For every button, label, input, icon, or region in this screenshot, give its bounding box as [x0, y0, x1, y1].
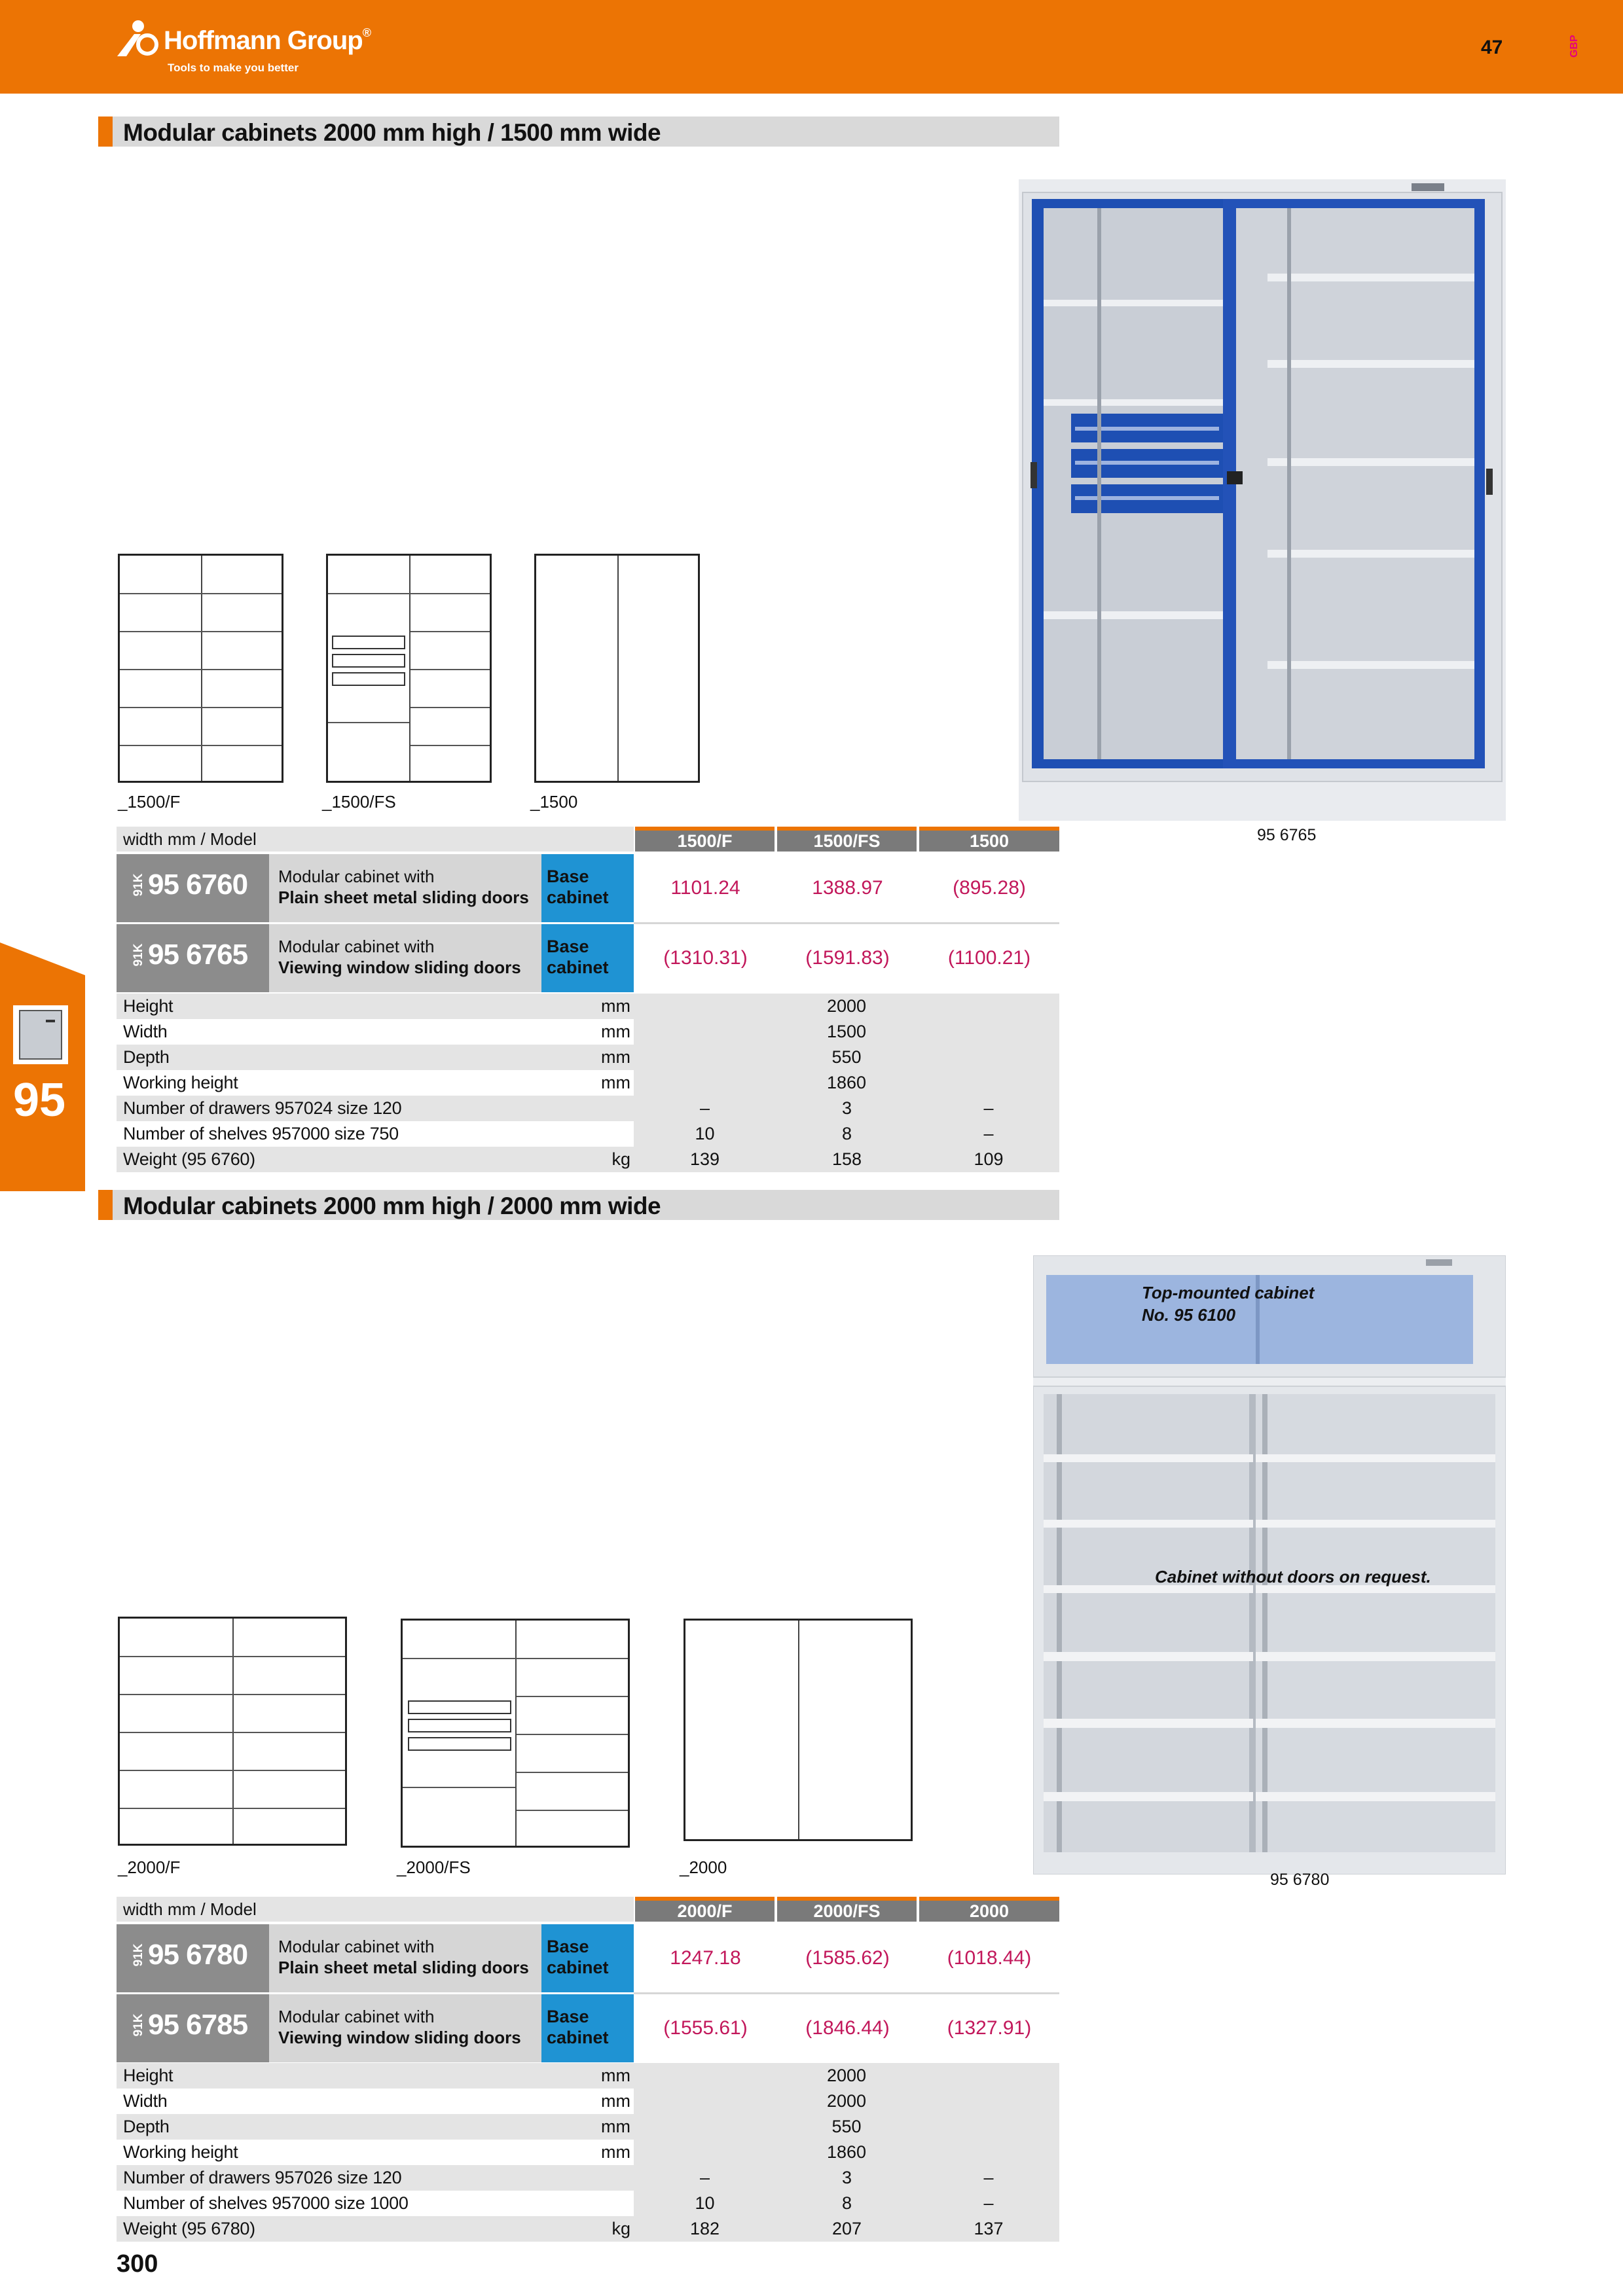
- annotation-no-doors: Cabinet without doors on request.: [1155, 1567, 1431, 1587]
- column-header: 1500: [919, 831, 1059, 852]
- product-photo-95-6765: [1019, 179, 1506, 821]
- drawing-1500: [534, 554, 700, 783]
- product-prefix: 91K: [132, 2013, 145, 2037]
- product-number: 95 6785: [148, 2009, 248, 2041]
- product-photo-95-6780: [1033, 1255, 1506, 1874]
- section-title-bar: [98, 117, 1059, 147]
- photo-caption: 95 6765: [1257, 826, 1317, 844]
- section-title-bar: [98, 1190, 1059, 1220]
- product-type: Base cabinet: [541, 854, 634, 922]
- product-type: Base cabinet: [541, 1924, 634, 1992]
- spec-row: Height mm 2000: [117, 994, 1059, 1019]
- product-number: 95 6780: [148, 1939, 248, 1971]
- brand-tagline: Tools to make you better: [168, 62, 299, 74]
- variant-label: _2000/F: [118, 1857, 181, 1877]
- annotation-top-cabinet-number: No. 95 6100: [1142, 1305, 1236, 1325]
- drawing-2000-fs: [401, 1619, 630, 1848]
- price-cell: (1018.44): [918, 1924, 1059, 1992]
- column-header: 2000/F: [635, 1901, 775, 1922]
- currency-code: GBP: [1569, 35, 1580, 58]
- product-description: Modular cabinet with Plain sheet metal sliding doors: [269, 854, 541, 922]
- section-title: Modular cabinets 2000 mm high / 1500 mm wide: [123, 119, 661, 146]
- drawing-2000: [684, 1619, 913, 1841]
- product-prefix: 91K: [132, 873, 145, 897]
- price-cell: 1247.18: [634, 1924, 776, 1992]
- table-header-label: width mm / Model: [123, 829, 257, 849]
- spec-row: Working height mm 1860: [117, 1070, 1059, 1096]
- product-description: Modular cabinet with Plain sheet metal sliding doors: [269, 1924, 541, 1992]
- spec-row: Depth mm 550: [117, 1045, 1059, 1070]
- hoffmann-logo-icon: [115, 18, 160, 58]
- product-type: Base cabinet: [541, 924, 634, 992]
- spec-row: Number of shelves 957000 size 750 10 8 –: [117, 1121, 1059, 1147]
- product-number: 95 6760: [148, 869, 248, 901]
- variant-label: _2000/FS: [397, 1857, 471, 1877]
- product-description: Modular cabinet with Viewing window sliding doors: [269, 924, 541, 992]
- product-row: [117, 1924, 1059, 1992]
- column-header: 1500/FS: [777, 831, 917, 852]
- chapter-tab: [0, 942, 85, 1191]
- product-number: 95 6765: [148, 939, 248, 971]
- section-title: Modular cabinets 2000 mm high / 2000 mm wide: [123, 1193, 661, 1219]
- price-cell: (1591.83): [776, 924, 918, 992]
- table-header-label: width mm / Model: [123, 1899, 257, 1919]
- drawing-2000-f: [118, 1617, 347, 1846]
- column-header: 2000: [919, 1901, 1059, 1922]
- spec-row: Number of shelves 957000 size 1000 10 8 –: [117, 2191, 1059, 2216]
- price-cell: 1388.97: [776, 854, 918, 922]
- variant-label: _2000: [680, 1857, 727, 1877]
- price-cell: (1327.91): [918, 1994, 1059, 2062]
- table-header-row: [117, 827, 1059, 852]
- spec-row: Number of drawers 957024 size 120 – 3 –: [117, 1096, 1059, 1121]
- spec-row: Working height mm 1860: [117, 2140, 1059, 2165]
- page-code: 47: [1481, 37, 1503, 58]
- column-header: 2000/FS: [777, 1901, 917, 1922]
- photo-caption: 95 6780: [1270, 1871, 1330, 1889]
- spec-row: Height mm 2000: [117, 2063, 1059, 2089]
- price-cell: (1585.62): [776, 1924, 918, 1992]
- variant-label: _1500: [530, 792, 578, 812]
- spec-row: Depth mm 550: [117, 2114, 1059, 2140]
- product-description: Modular cabinet with Viewing window sliding doors: [269, 1994, 541, 2062]
- table-header-row: [117, 1897, 1059, 1922]
- drawing-1500-f: [118, 554, 283, 783]
- variant-label: _1500/F: [118, 792, 181, 812]
- price-cell: 1101.24: [634, 854, 776, 922]
- price-cell: (895.28): [918, 854, 1059, 922]
- price-cell: (1100.21): [918, 924, 1059, 992]
- spec-row: Number of drawers 957026 size 120 – 3 –: [117, 2165, 1059, 2191]
- price-cell: (1555.61): [634, 1994, 776, 2062]
- product-row: [117, 1994, 1059, 2062]
- spec-row: Width mm 1500: [117, 1019, 1059, 1045]
- variant-label: _1500/FS: [322, 792, 396, 812]
- product-prefix: 91K: [132, 943, 145, 967]
- price-cell: (1310.31): [634, 924, 776, 992]
- product-prefix: 91K: [132, 1943, 145, 1967]
- drawing-1500-fs: [326, 554, 492, 783]
- column-header: 1500/F: [635, 831, 775, 852]
- annotation-top-cabinet: Top-mounted cabinet: [1142, 1283, 1315, 1302]
- page-number: 300: [117, 2250, 158, 2278]
- brand-name: Hoffmann Group®: [164, 26, 371, 55]
- spec-row: Weight (95 6780) kg 182 207 137: [117, 2216, 1059, 2242]
- product-type: Base cabinet: [541, 1994, 634, 2062]
- product-row: [117, 924, 1059, 992]
- spec-row: Weight (95 6760) kg 139 158 109: [117, 1147, 1059, 1172]
- price-cell: (1846.44): [776, 1994, 918, 2062]
- spec-row: Width mm 2000: [117, 2089, 1059, 2114]
- product-row: [117, 854, 1059, 922]
- chapter-number: 95: [13, 1074, 66, 1126]
